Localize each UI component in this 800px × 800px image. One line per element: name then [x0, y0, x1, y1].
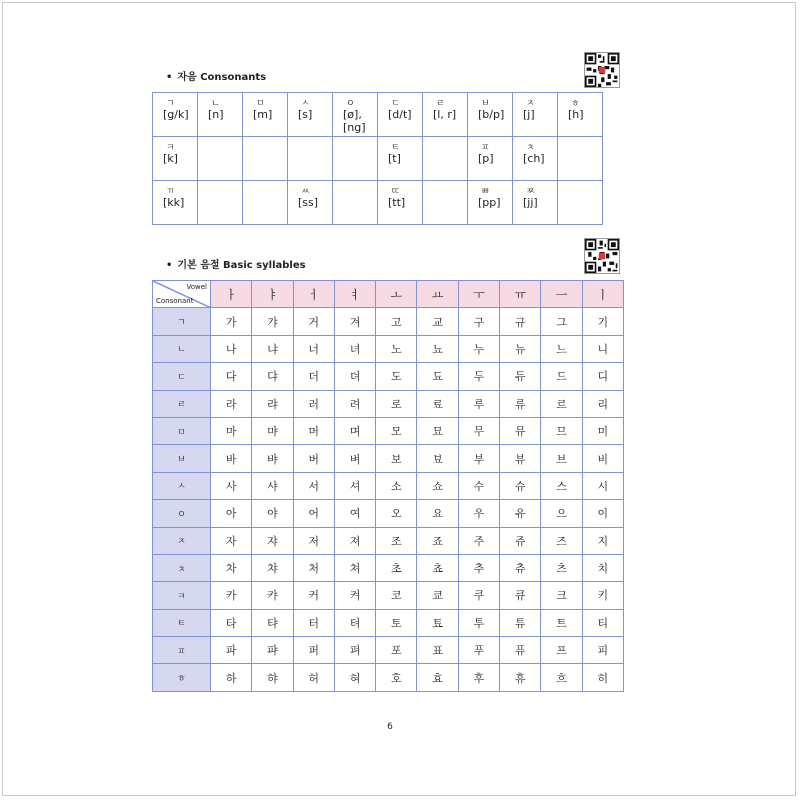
syllable-cell: 탸: [252, 609, 293, 636]
syllable-cell: 갸: [252, 308, 293, 335]
syllable-cell: 져: [334, 527, 375, 554]
consonant-romanization: [tt]: [388, 196, 406, 210]
consonant-cell: [333, 181, 378, 225]
consonant-jamo: ㅋ: [166, 143, 175, 153]
syllable-cell: 시: [582, 472, 623, 499]
syllable-cell: 죠: [417, 527, 458, 554]
syllable-cell: 쥬: [500, 527, 541, 554]
syllable-cell: 혀: [334, 664, 375, 691]
consonant-header-cell: ㄷ: [153, 363, 211, 390]
consonant-romanization: [ss]: [298, 196, 319, 210]
consonant-jamo: ㅎ: [571, 99, 580, 109]
syllable-cell: 누: [458, 335, 499, 362]
consonant-header-cell: ㅎ: [153, 664, 211, 691]
consonant-cell: [423, 137, 468, 181]
consonant-romanization: [l, r]: [433, 108, 457, 122]
consonant-romanization: [g/k]: [163, 108, 189, 122]
consonant-romanization: [n]: [208, 108, 224, 122]
table-corner-cell: [153, 281, 211, 308]
syllable-cell: 프: [541, 637, 582, 664]
syllable-cell: 우: [458, 500, 499, 527]
syllable-cell: 두: [458, 363, 499, 390]
vowel-header-cell: ㅣ: [582, 281, 623, 308]
syllable-cell: 뱌: [252, 445, 293, 472]
syllable-cell: 드: [541, 363, 582, 390]
syllable-cell: 티: [582, 609, 623, 636]
consonant-cell: [378, 137, 423, 181]
syllable-cell: 즈: [541, 527, 582, 554]
syllable-row: [153, 527, 624, 554]
syllable-cell: 노: [376, 335, 417, 362]
consonant-jamo: ㄱ: [166, 99, 175, 109]
syllable-cell: 벼: [334, 445, 375, 472]
syllable-cell: 쿄: [417, 582, 458, 609]
syllable-cell: 흐: [541, 664, 582, 691]
consonant-header-cell: ㄹ: [153, 390, 211, 417]
consonant-romanization: [d/t]: [388, 108, 412, 122]
consonant-romanization: [t]: [388, 152, 401, 166]
consonant-jamo: ㅊ: [526, 143, 535, 153]
syllable-cell: 브: [541, 445, 582, 472]
syllable-cell: 서: [293, 472, 334, 499]
consonants-title: 자음 Consonants: [177, 72, 267, 83]
consonant-cell: [333, 93, 378, 137]
syllable-cell: 투: [458, 609, 499, 636]
consonant-jamo: ㄹ: [436, 99, 445, 109]
vowel-header-cell: ㅠ: [500, 281, 541, 308]
syllable-cell: 트: [541, 609, 582, 636]
consonant-cell: [153, 181, 198, 225]
consonant-header-cell: ㅅ: [153, 472, 211, 499]
consonant-jamo: ㅅ: [301, 99, 310, 109]
syllable-cell: 자: [211, 527, 252, 554]
syllable-cell: 스: [541, 472, 582, 499]
syllable-cell: 냐: [252, 335, 293, 362]
consonant-jamo: ㅉ: [526, 187, 535, 197]
syllables-title: 기본 음절 Basic syllables: [177, 260, 306, 271]
syllable-cell: 가: [211, 308, 252, 335]
syllable-cell: 히: [582, 664, 623, 691]
syllable-cell: 텨: [334, 609, 375, 636]
corner-consonant-label: Consonant: [156, 297, 194, 306]
syllable-cell: 고: [376, 308, 417, 335]
syllable-cell: 부: [458, 445, 499, 472]
consonants-heading: [166, 68, 266, 83]
syllable-cell: 토: [376, 609, 417, 636]
syllable-cell: 무: [458, 417, 499, 444]
syllable-row: [153, 609, 624, 636]
consonant-jamo: ㄴ: [211, 99, 220, 109]
syllable-cell: 쵸: [417, 554, 458, 581]
consonant-cell: [243, 93, 288, 137]
syllable-cell: 바: [211, 445, 252, 472]
syllable-cell: 뮤: [500, 417, 541, 444]
syllable-cell: 녀: [334, 335, 375, 362]
consonant-header-cell: ㅁ: [153, 417, 211, 444]
consonant-romanization: [ø], [ng]: [343, 108, 366, 134]
syllable-cell: 뷰: [500, 445, 541, 472]
consonant-jamo: ㅈ: [526, 99, 535, 109]
qr-code-icon[interactable]: [584, 52, 620, 88]
syllable-cell: 툐: [417, 609, 458, 636]
syllable-cell: 버: [293, 445, 334, 472]
syllable-cell: 려: [334, 390, 375, 417]
syllable-cell: 묘: [417, 417, 458, 444]
syllable-cell: 료: [417, 390, 458, 417]
syllable-cell: 쿠: [458, 582, 499, 609]
consonant-header-cell: ㅋ: [153, 582, 211, 609]
syllable-cell: 뎌: [334, 363, 375, 390]
consonant-jamo: ㄲ: [166, 187, 175, 197]
syllable-cell: 코: [376, 582, 417, 609]
syllable-cell: 듀: [500, 363, 541, 390]
syllable-cell: 타: [211, 609, 252, 636]
vowel-header-cell: ㅜ: [458, 281, 499, 308]
syllable-cell: 규: [500, 308, 541, 335]
syllable-cell: 샤: [252, 472, 293, 499]
consonant-cell: [243, 137, 288, 181]
syllable-cell: 니: [582, 335, 623, 362]
consonant-jamo: ㅂ: [481, 99, 490, 109]
bullet: •: [166, 72, 173, 83]
syllable-cell: 후: [458, 664, 499, 691]
consonant-header-cell: ㅇ: [153, 500, 211, 527]
consonant-cell: [513, 137, 558, 181]
syllables-table: [152, 280, 624, 692]
consonant-header-cell: ㅊ: [153, 554, 211, 581]
consonant-romanization: [ch]: [523, 152, 545, 166]
syllable-cell: 크: [541, 582, 582, 609]
consonant-jamo: ㄸ: [391, 187, 400, 197]
syllable-cell: 챠: [252, 554, 293, 581]
consonant-jamo: ㅍ: [481, 143, 490, 153]
syllable-cell: 모: [376, 417, 417, 444]
syllable-cell: 쟈: [252, 527, 293, 554]
syllable-cell: 리: [582, 390, 623, 417]
syllable-cell: 야: [252, 500, 293, 527]
consonant-cell: [333, 137, 378, 181]
consonant-jamo: ㅇ: [346, 99, 355, 109]
syllable-cell: 푸: [458, 637, 499, 664]
syllable-row: [153, 554, 624, 581]
syllable-cell: 나: [211, 335, 252, 362]
syllable-cell: 라: [211, 390, 252, 417]
syllable-cell: 보: [376, 445, 417, 472]
syllable-cell: 초: [376, 554, 417, 581]
syllable-cell: 교: [417, 308, 458, 335]
syllable-cell: 마: [211, 417, 252, 444]
syllable-cell: 루: [458, 390, 499, 417]
syllable-cell: 사: [211, 472, 252, 499]
syllable-row: [153, 472, 624, 499]
consonant-jamo: ㅁ: [256, 99, 265, 109]
syllable-row: [153, 390, 624, 417]
bullet: •: [166, 260, 173, 271]
vowel-header-cell: ㅗ: [376, 281, 417, 308]
consonant-romanization: [h]: [568, 108, 584, 122]
syllable-cell: 구: [458, 308, 499, 335]
syllable-cell: 차: [211, 554, 252, 581]
syllable-cell: 뵤: [417, 445, 458, 472]
syllable-row: [153, 417, 624, 444]
syllable-cell: 지: [582, 527, 623, 554]
consonant-romanization: [pp]: [478, 196, 501, 210]
syllable-cell: 피: [582, 637, 623, 664]
consonant-header-cell: ㄴ: [153, 335, 211, 362]
syllable-row: [153, 363, 624, 390]
consonant-cell: [423, 181, 468, 225]
syllable-cell: 로: [376, 390, 417, 417]
qr-code-graphic: [585, 53, 619, 87]
consonant-cell: [378, 93, 423, 137]
syllable-cell: 키: [582, 582, 623, 609]
syllable-cell: 큐: [500, 582, 541, 609]
syllable-cell: 츄: [500, 554, 541, 581]
syllable-cell: 포: [376, 637, 417, 664]
vowel-header-cell: ㅕ: [334, 281, 375, 308]
syllable-cell: 더: [293, 363, 334, 390]
page-number: 6: [387, 722, 393, 732]
syllable-row: [153, 664, 624, 691]
syllable-cell: 쇼: [417, 472, 458, 499]
syllable-cell: 르: [541, 390, 582, 417]
vowel-header-cell: ㅛ: [417, 281, 458, 308]
syllable-cell: 므: [541, 417, 582, 444]
consonant-cell: [558, 137, 603, 181]
syllable-cell: 됴: [417, 363, 458, 390]
consonant-cell: [153, 93, 198, 137]
syllable-row: [153, 308, 624, 335]
syllable-cell: 허: [293, 664, 334, 691]
syllable-cell: 비: [582, 445, 623, 472]
syllable-cell: 쳐: [334, 554, 375, 581]
syllable-cell: 츠: [541, 554, 582, 581]
consonant-romanization: [p]: [478, 152, 494, 166]
consonant-cell: [153, 137, 198, 181]
consonant-romanization: [jj]: [523, 196, 538, 210]
qr-code-graphic: [585, 239, 619, 273]
consonant-cell: [468, 181, 513, 225]
consonant-cell: [513, 181, 558, 225]
syllable-cell: 휴: [500, 664, 541, 691]
syllable-cell: 그: [541, 308, 582, 335]
syllable-cell: 다: [211, 363, 252, 390]
syllable-cell: 조: [376, 527, 417, 554]
consonant-cell: [288, 181, 333, 225]
consonant-header-cell: ㅈ: [153, 527, 211, 554]
syllable-cell: 유: [500, 500, 541, 527]
syllable-cell: 겨: [334, 308, 375, 335]
syllable-cell: 표: [417, 637, 458, 664]
consonant-header-cell: ㅌ: [153, 609, 211, 636]
syllable-cell: 수: [458, 472, 499, 499]
syllable-cell: 요: [417, 500, 458, 527]
syllable-cell: 며: [334, 417, 375, 444]
syllable-cell: 뇨: [417, 335, 458, 362]
consonant-cell: [198, 181, 243, 225]
syllable-cell: 주: [458, 527, 499, 554]
consonant-cell: [558, 181, 603, 225]
syllable-cell: 류: [500, 390, 541, 417]
consonant-row: [153, 93, 603, 137]
consonant-header-cell: ㅂ: [153, 445, 211, 472]
syllable-cell: 셔: [334, 472, 375, 499]
syllable-cell: 카: [211, 582, 252, 609]
consonant-romanization: [j]: [523, 108, 535, 122]
syllable-cell: 펴: [334, 637, 375, 664]
consonants-table: [152, 92, 603, 225]
syllable-cell: 미: [582, 417, 623, 444]
syllable-cell: 먀: [252, 417, 293, 444]
consonant-jamo: ㅌ: [391, 143, 400, 153]
syllable-cell: 소: [376, 472, 417, 499]
syllable-cell: 디: [582, 363, 623, 390]
syllable-cell: 오: [376, 500, 417, 527]
syllable-cell: 거: [293, 308, 334, 335]
consonant-cell: [558, 93, 603, 137]
vowel-header-cell: ㅡ: [541, 281, 582, 308]
consonant-cell: [243, 181, 288, 225]
consonant-row: [153, 181, 603, 225]
consonant-romanization: [kk]: [163, 196, 185, 210]
syllable-cell: 아: [211, 500, 252, 527]
qr-code-icon[interactable]: [584, 238, 620, 274]
syllable-cell: 너: [293, 335, 334, 362]
syllables-heading: [166, 256, 306, 271]
syllable-cell: 이: [582, 500, 623, 527]
consonant-cell: [468, 137, 513, 181]
vowel-header-cell: ㅑ: [252, 281, 293, 308]
syllable-cell: 추: [458, 554, 499, 581]
syllable-cell: 기: [582, 308, 623, 335]
syllable-cell: 머: [293, 417, 334, 444]
consonant-row: [153, 137, 603, 181]
syllable-cell: 퍼: [293, 637, 334, 664]
consonant-cell: [288, 93, 333, 137]
syllable-cell: 햐: [252, 664, 293, 691]
syllable-cell: 호: [376, 664, 417, 691]
consonant-jamo: ㅃ: [481, 187, 490, 197]
syllable-cell: 러: [293, 390, 334, 417]
syllable-cell: 커: [293, 582, 334, 609]
consonant-cell: [378, 181, 423, 225]
syllable-cell: 튜: [500, 609, 541, 636]
consonant-cell: [288, 137, 333, 181]
syllable-cell: 파: [211, 637, 252, 664]
syllable-cell: 저: [293, 527, 334, 554]
vowel-header-row: [153, 281, 624, 308]
syllable-cell: 퓨: [500, 637, 541, 664]
syllable-cell: 으: [541, 500, 582, 527]
syllable-row: [153, 335, 624, 362]
syllable-cell: 하: [211, 664, 252, 691]
vowel-header-cell: ㅓ: [293, 281, 334, 308]
syllable-cell: 치: [582, 554, 623, 581]
consonant-cell: [198, 137, 243, 181]
syllable-row: [153, 445, 624, 472]
syllable-row: [153, 582, 624, 609]
consonant-romanization: [m]: [253, 108, 273, 122]
consonant-cell: [198, 93, 243, 137]
consonant-header-cell: ㄱ: [153, 308, 211, 335]
corner-vowel-label: Vowel: [186, 283, 207, 291]
consonant-jamo: ㄷ: [391, 99, 400, 109]
syllable-cell: 슈: [500, 472, 541, 499]
syllable-cell: 캬: [252, 582, 293, 609]
syllable-cell: 어: [293, 500, 334, 527]
syllable-cell: 터: [293, 609, 334, 636]
syllable-cell: 효: [417, 664, 458, 691]
syllable-cell: 퍄: [252, 637, 293, 664]
syllable-cell: 도: [376, 363, 417, 390]
syllable-cell: 켜: [334, 582, 375, 609]
syllable-row: [153, 637, 624, 664]
consonant-romanization: [b/p]: [478, 108, 505, 122]
syllable-cell: 여: [334, 500, 375, 527]
consonant-header-cell: ㅍ: [153, 637, 211, 664]
syllable-row: [153, 500, 624, 527]
syllable-cell: 댜: [252, 363, 293, 390]
consonant-jamo: ㅆ: [301, 187, 310, 197]
consonant-cell: [423, 93, 468, 137]
consonant-cell: [513, 93, 558, 137]
consonant-romanization: [k]: [163, 152, 178, 166]
syllable-cell: 랴: [252, 390, 293, 417]
syllable-cell: 처: [293, 554, 334, 581]
vowel-header-cell: ㅏ: [211, 281, 252, 308]
syllable-cell: 느: [541, 335, 582, 362]
consonant-romanization: [s]: [298, 108, 313, 122]
syllable-cell: 뉴: [500, 335, 541, 362]
consonant-cell: [468, 93, 513, 137]
